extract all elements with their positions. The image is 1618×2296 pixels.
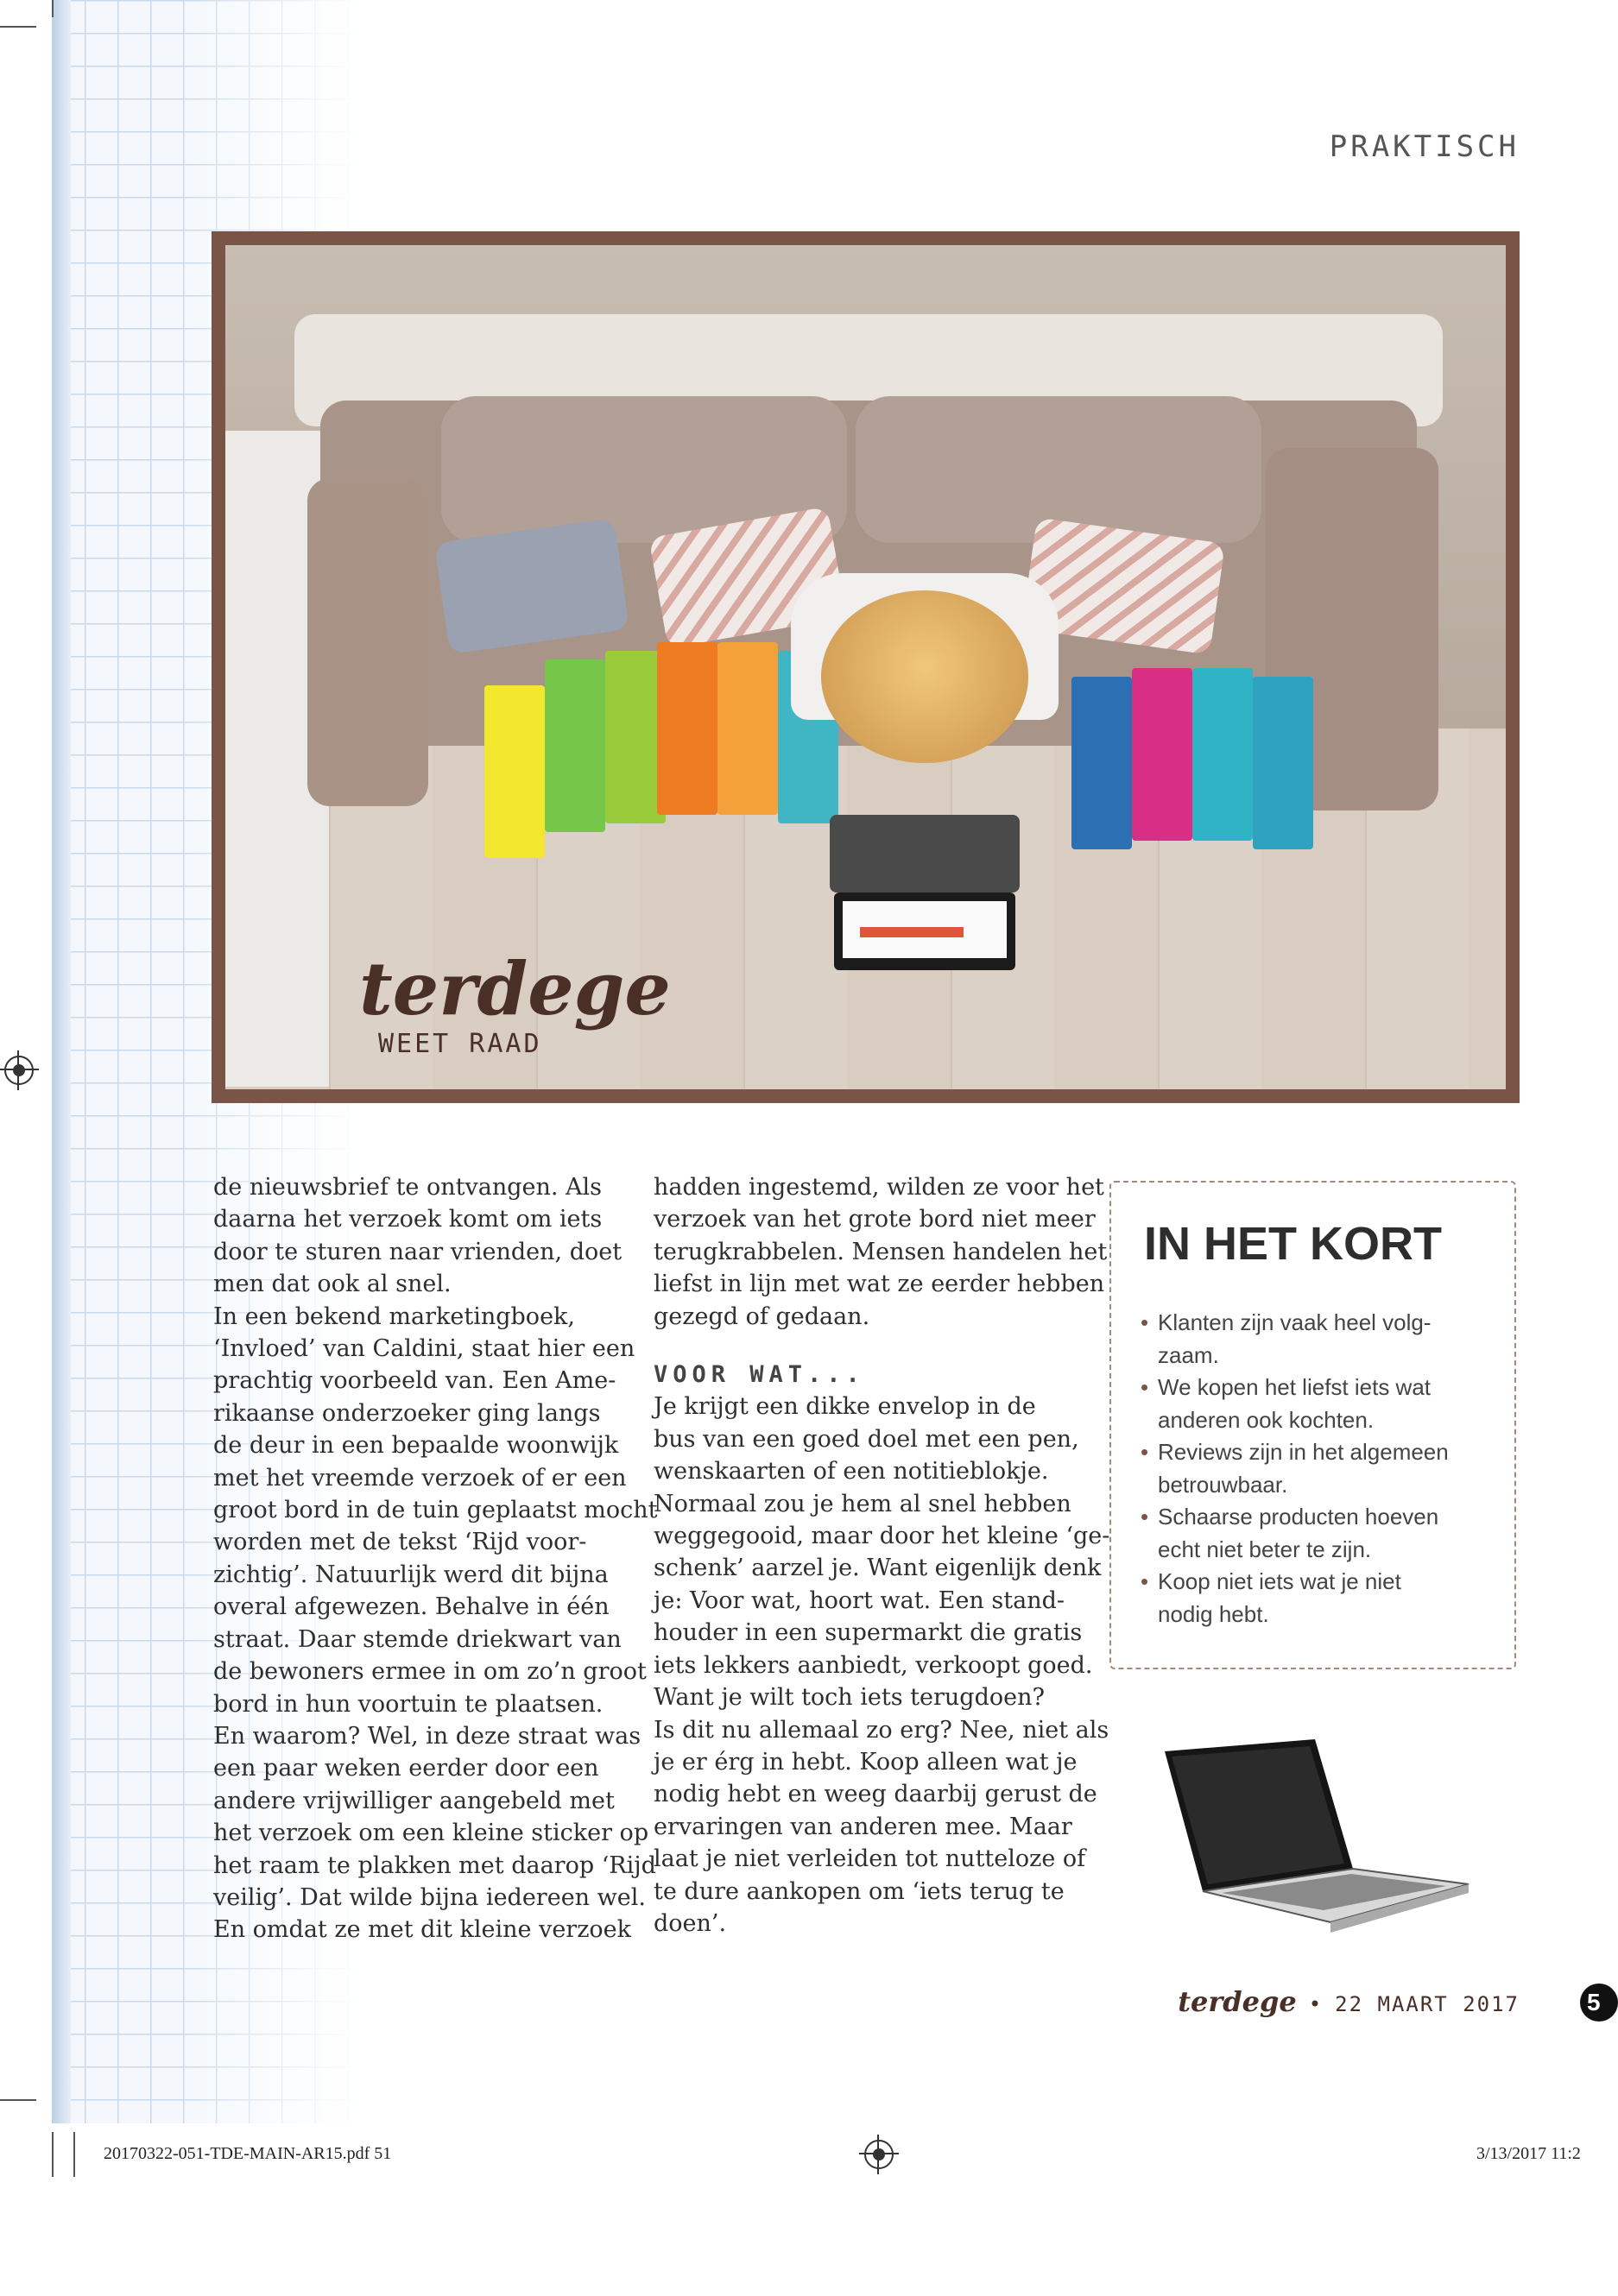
text-line: gezegd of gedaan. [654, 1303, 870, 1330]
sofa-arm [307, 478, 428, 806]
text-line: te dure aankopen om ‘iets terug te [654, 1877, 1065, 1905]
sidebar-item-text: • Schaarse producten hoeven [1158, 1504, 1439, 1530]
text-line: men dat ook al snel. [213, 1271, 452, 1298]
sidebar-item-text: • Reviews zijn in het algemeen [1158, 1439, 1449, 1465]
text-line: prachtig voorbeeld van. Een Ame- [213, 1367, 616, 1395]
text-line: bord in hun voortuin te plaatsen. [213, 1690, 604, 1718]
print-slug-timestamp: 3/13/2017 11:2 [1476, 2144, 1581, 2163]
text-line: door te sturen naar vrienden, doet [213, 1238, 623, 1265]
laptop-screen [834, 893, 1015, 970]
text-line: rikaanse onderzoeker ging langs [213, 1399, 601, 1427]
sidebar-list-item [1141, 1566, 1485, 1631]
shopping-bag [484, 685, 545, 858]
subheading-voor-wat: VOOR WAT... [654, 1361, 865, 1389]
text-line: met het vreemde verzoek of er een [213, 1464, 627, 1492]
section-label: PRAKTISCH [1329, 129, 1520, 164]
crop-mark [52, 2132, 54, 2177]
print-slug-filename: 20170322-051-TDE-MAIN-AR15.pdf 51 [104, 2144, 392, 2163]
shopping-bag [1192, 668, 1253, 841]
text-line: je: Voor wat, hoort wat. Een stand- [654, 1586, 1065, 1614]
column-2-intro [654, 1171, 1108, 1333]
shopping-bag [1132, 668, 1192, 841]
text-line: Want je wilt toch iets terugdoen? [654, 1684, 1045, 1712]
sidebar-list-item [1141, 1501, 1485, 1566]
sidebar-item-text: betrouwbaar. [1158, 1471, 1288, 1498]
crop-mark [73, 2132, 75, 2177]
sidebar-item-text: • Klanten zijn vaak heel volg- [1158, 1309, 1432, 1335]
sidebar-item-text: • We kopen het liefst iets wat [1158, 1374, 1432, 1400]
text-line: de deur in een bepaalde woonwijk [213, 1432, 619, 1460]
text-line: In een bekend marketingboek, [213, 1303, 575, 1330]
text-line: En waarom? Wel, in deze straat was [213, 1722, 642, 1750]
footer-logo: terdege [1178, 1985, 1297, 2018]
text-line: En omdat ze met dit kleine verzoek [213, 1916, 632, 1944]
sidebar-list [1141, 1307, 1485, 1631]
sidebar-item-text: echt niet beter te zijn. [1158, 1536, 1372, 1562]
registration-mark-icon [864, 2140, 894, 2169]
text-line: Is dit nu allemaal zo erg? Nee, niet als [654, 1716, 1109, 1744]
sidebar-item-text: anderen ook kochten. [1158, 1406, 1375, 1433]
text-line: straat. Daar stemde driekwart van [213, 1625, 622, 1653]
issue-date: 22 MAART 2017 [1335, 1992, 1520, 2016]
text-line: de nieuwsbrief te ontvangen. Als [213, 1174, 603, 1201]
article-column-2 [654, 1171, 1110, 1940]
sidebar-title: IN HET KORT [1144, 1218, 1442, 1270]
shopping-bag [657, 642, 717, 815]
sidebar-list-item [1141, 1372, 1485, 1436]
text-line: de bewoners ermee in om zo’n groot [213, 1658, 647, 1686]
shopping-bag [1253, 677, 1313, 849]
person-blonde-hair [821, 590, 1028, 763]
hero-photo-frame [212, 231, 1520, 1103]
text-line: zichtig’. Natuurlijk werd dit bijna [213, 1561, 609, 1588]
page-number: 5 [1580, 1984, 1618, 2022]
footer-separator: • [1308, 1992, 1324, 2016]
text-line: houder in een supermarkt die gratis [654, 1619, 1083, 1647]
text-line: liefst in lijn met wat ze eerder hebben [654, 1271, 1105, 1298]
sidebar-list-item [1141, 1436, 1485, 1501]
crop-mark [0, 26, 36, 28]
text-line: andere vrijwilliger aangebeld met [213, 1787, 615, 1814]
text-line: worden met de tekst ‘Rijd voor- [213, 1529, 587, 1556]
text-line: ervaringen van anderen mee. Maar [654, 1813, 1072, 1840]
text-line: daarna het verzoek komt om iets [213, 1206, 603, 1233]
registration-mark-icon [4, 1056, 34, 1085]
shopping-bag [545, 659, 605, 832]
article-column-1 [213, 1171, 658, 1946]
column-2-body [654, 1391, 1110, 1940]
in-het-kort-box [1109, 1181, 1516, 1669]
netbook-illustration [1161, 1739, 1472, 1933]
shopping-bag [1071, 677, 1132, 849]
text-line: Je krijgt een dikke envelop in de [654, 1393, 1036, 1421]
text-line: het raam te plakken met daarop ‘Rijd [213, 1851, 656, 1879]
crop-mark [0, 2099, 36, 2101]
hero-photo-woman-shopping-online [225, 245, 1506, 1089]
text-line: veilig’. Dat wilde bijna iedereen wel. [213, 1883, 646, 1911]
sidebar-item-text: • Koop niet iets wat je niet [1158, 1568, 1401, 1594]
shopping-bag [717, 642, 778, 815]
logo-subtitle: WEET RAAD [378, 1029, 542, 1059]
text-line: je er érg in hebt. Koop alleen wat je [654, 1748, 1078, 1776]
text-line: het verzoek om een kleine sticker op [213, 1820, 649, 1847]
text-line: overal afgewezen. Behalve in één [213, 1593, 610, 1621]
crop-mark [52, 0, 54, 17]
text-line: weggegooid, maar door het kleine ‘ge- [654, 1523, 1110, 1550]
terdege-weet-raad-logo [359, 946, 671, 1059]
text-line: wenskaarten of een notitieblokje. [654, 1458, 1049, 1485]
sidebar-item-text: zaam. [1158, 1341, 1219, 1368]
footer-brand [1178, 1985, 1520, 2018]
text-line: laat je niet verleiden tot nutteloze of [654, 1845, 1086, 1873]
text-line: Normaal zou je hem al snel hebben [654, 1490, 1071, 1517]
text-line: nodig hebt en weeg daarbij gerust de [654, 1781, 1097, 1808]
text-line: verzoek van het grote bord niet meer [654, 1206, 1096, 1233]
text-line: hadden ingestemd, wilden ze voor het [654, 1174, 1104, 1201]
text-line: schenk’ aarzel je. Want eigenlijk denk [654, 1555, 1102, 1582]
sidebar-list-item [1141, 1307, 1485, 1372]
laptop-keyboard [830, 815, 1020, 893]
text-line: ‘Invloed’ van Caldini, staat hier een [213, 1335, 635, 1363]
notebook-spine [52, 0, 71, 2123]
text-line: iets lekkers aanbiedt, verkoopt goed. [654, 1651, 1093, 1679]
logo-wordmark: terdege [359, 946, 671, 1031]
text-line: terugkrabbelen. Mensen handelen het [654, 1238, 1108, 1265]
text-line: groot bord in de tuin geplaatst mocht [213, 1497, 658, 1524]
text-line: doen’. [654, 1909, 727, 1937]
sidebar-item-text: nodig hebt. [1158, 1600, 1269, 1627]
text-line: bus van een goed doel met een pen, [654, 1425, 1079, 1453]
text-line: een paar weken eerder door een [213, 1755, 599, 1782]
